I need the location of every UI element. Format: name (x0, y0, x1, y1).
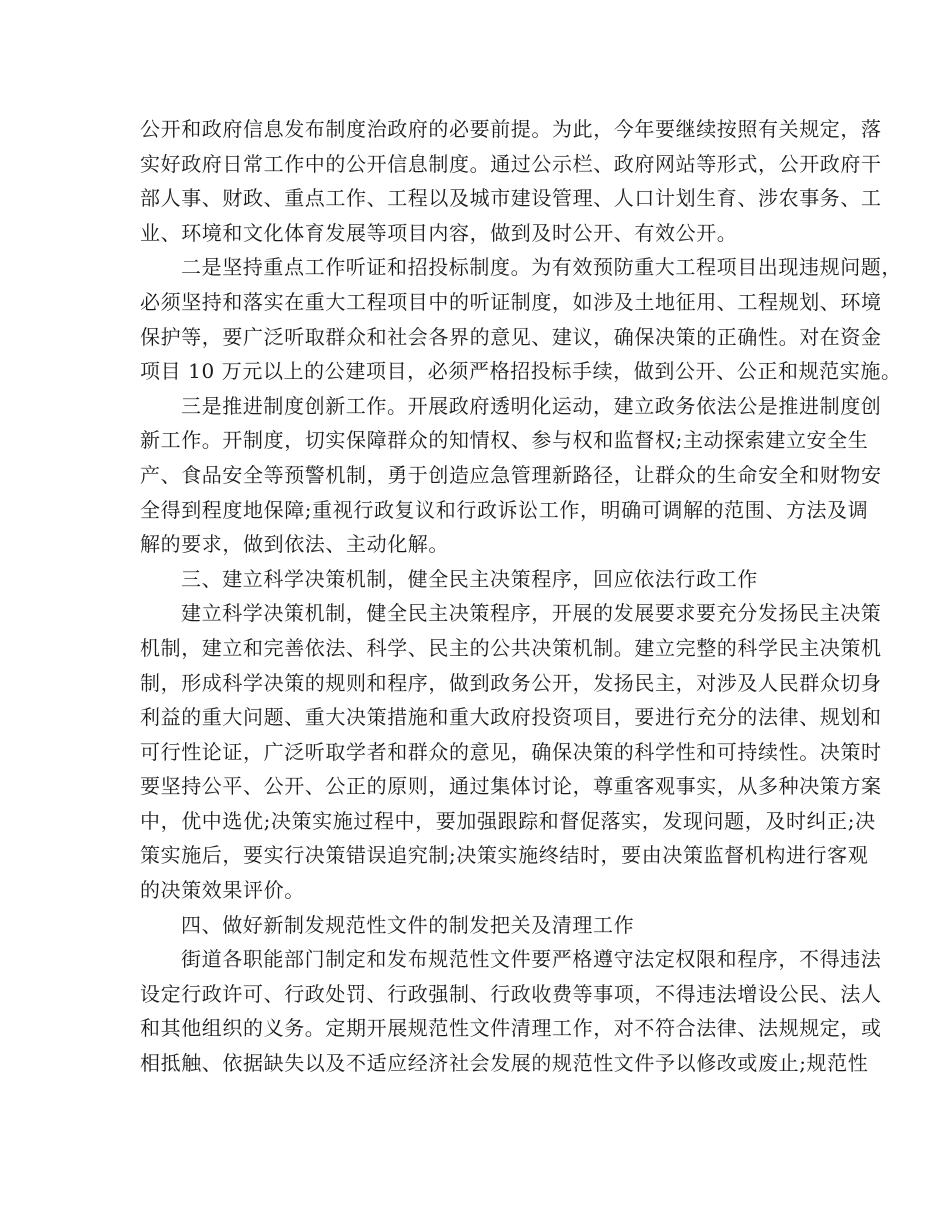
text-line: 实好政府日常工作中的公开信息制度。通过公示栏、政府网站等形式，公开政府干 (140, 151, 882, 176)
text-line: 制，形成科学决策的规则和程序，做到政务公开，发扬民主，对涉及人民群众切身 (140, 670, 882, 695)
text-line: 利益的重大问题、重大决策措施和重大政府投资项目，要进行充分的法律、规划和 (140, 705, 882, 730)
text-line: 保护等，要广泛听取群众和社会各界的意见、建议，确保决策的正确性。对在资金 (140, 324, 882, 349)
document-body (140, 112, 902, 1081)
text-line: 产、食品安全等预警机制，勇于创造应急管理新路径，让群众的生命安全和财物安 (140, 462, 882, 487)
text-line: 和其他组织的义务。定期开展规范性文件清理工作，对不符合法律、法规规定，或 (140, 1016, 882, 1041)
text-line: 机制，建立和完善依法、科学、民主的公共决策机制。建立完整的科学民主决策机 (140, 635, 882, 660)
paragraph-first-line: 二是坚持重点工作听证和招投标制度。为有效预防重大工程项目出现违规问题， (181, 255, 902, 280)
text-line: 要坚持公平、公开、公正的原则，通过集体讨论，尊重客观事实，从多种决策方案 (140, 774, 882, 799)
text-line: 设定行政许可、行政处罚、行政强制、行政收费等事项，不得违法增设公民、法人 (140, 981, 882, 1006)
text-line: 策实施后，要实行决策错误追究制;决策实施终结时，要由决策监督机构进行客观 (140, 843, 869, 868)
section-heading: 四、做好新制发规范性文件的制发把关及清理工作 (181, 912, 635, 937)
text-line: 的决策效果评价。 (140, 878, 305, 903)
text-line: 业、环境和文化体育发展等项目内容，做到及时公开、有效公开。 (140, 220, 738, 245)
text-line: 解的要求，做到依法、主动化解。 (140, 532, 449, 557)
paragraph-first-line: 三是推进制度创新工作。开展政府透明化运动，建立政务依法公是推进制度创 (181, 393, 882, 418)
paragraph-first-line: 建立科学决策机制，健全民主决策程序，开展的发展要求要充分发扬民主决策 (181, 601, 882, 626)
section-heading: 三、建立科学决策机制，健全民主决策程序，回应依法行政工作 (181, 566, 758, 591)
text-line: 部人事、财政、重点工作、工程以及城市建设管理、人口计划生育、涉农事务、工 (140, 186, 882, 211)
text-line: 项目 10 万元以上的公建项目，必须严格招投标手续，做到公开、公正和规范实施。 (140, 359, 902, 384)
text-line: 可行性论证，广泛听取学者和群众的意见，确保决策的科学性和可持续性。决策时 (140, 739, 882, 764)
text-line: 公开和政府信息发布制度治政府的必要前提。为此，今年要继续按照有关规定，落 (140, 117, 882, 141)
text-line: 全得到程度地保障;重视行政复议和行政诉讼工作，明确可调解的范围、方法及调 (140, 497, 869, 522)
text-line: 中，优中选优;决策实施过程中，要加强跟踪和督促落实，发现问题，及时纠正;决 (140, 808, 876, 833)
text-line: 必须坚持和落实在重大工程项目中的听证制度，如涉及土地征用、工程规划、环境 (140, 289, 882, 314)
text-line: 新工作。开制度，切实保障群众的知情权、参与权和监督权;主动探索建立安全生 (140, 428, 869, 453)
text-line: 相抵触、依据缺失以及不适应经济社会发展的规范性文件予以修改或废止;规范性 (140, 1051, 869, 1076)
paragraph-first-line: 街道各职能部门制定和发布规范性文件要严格遵守法定权限和程序，不得违法 (181, 947, 882, 972)
